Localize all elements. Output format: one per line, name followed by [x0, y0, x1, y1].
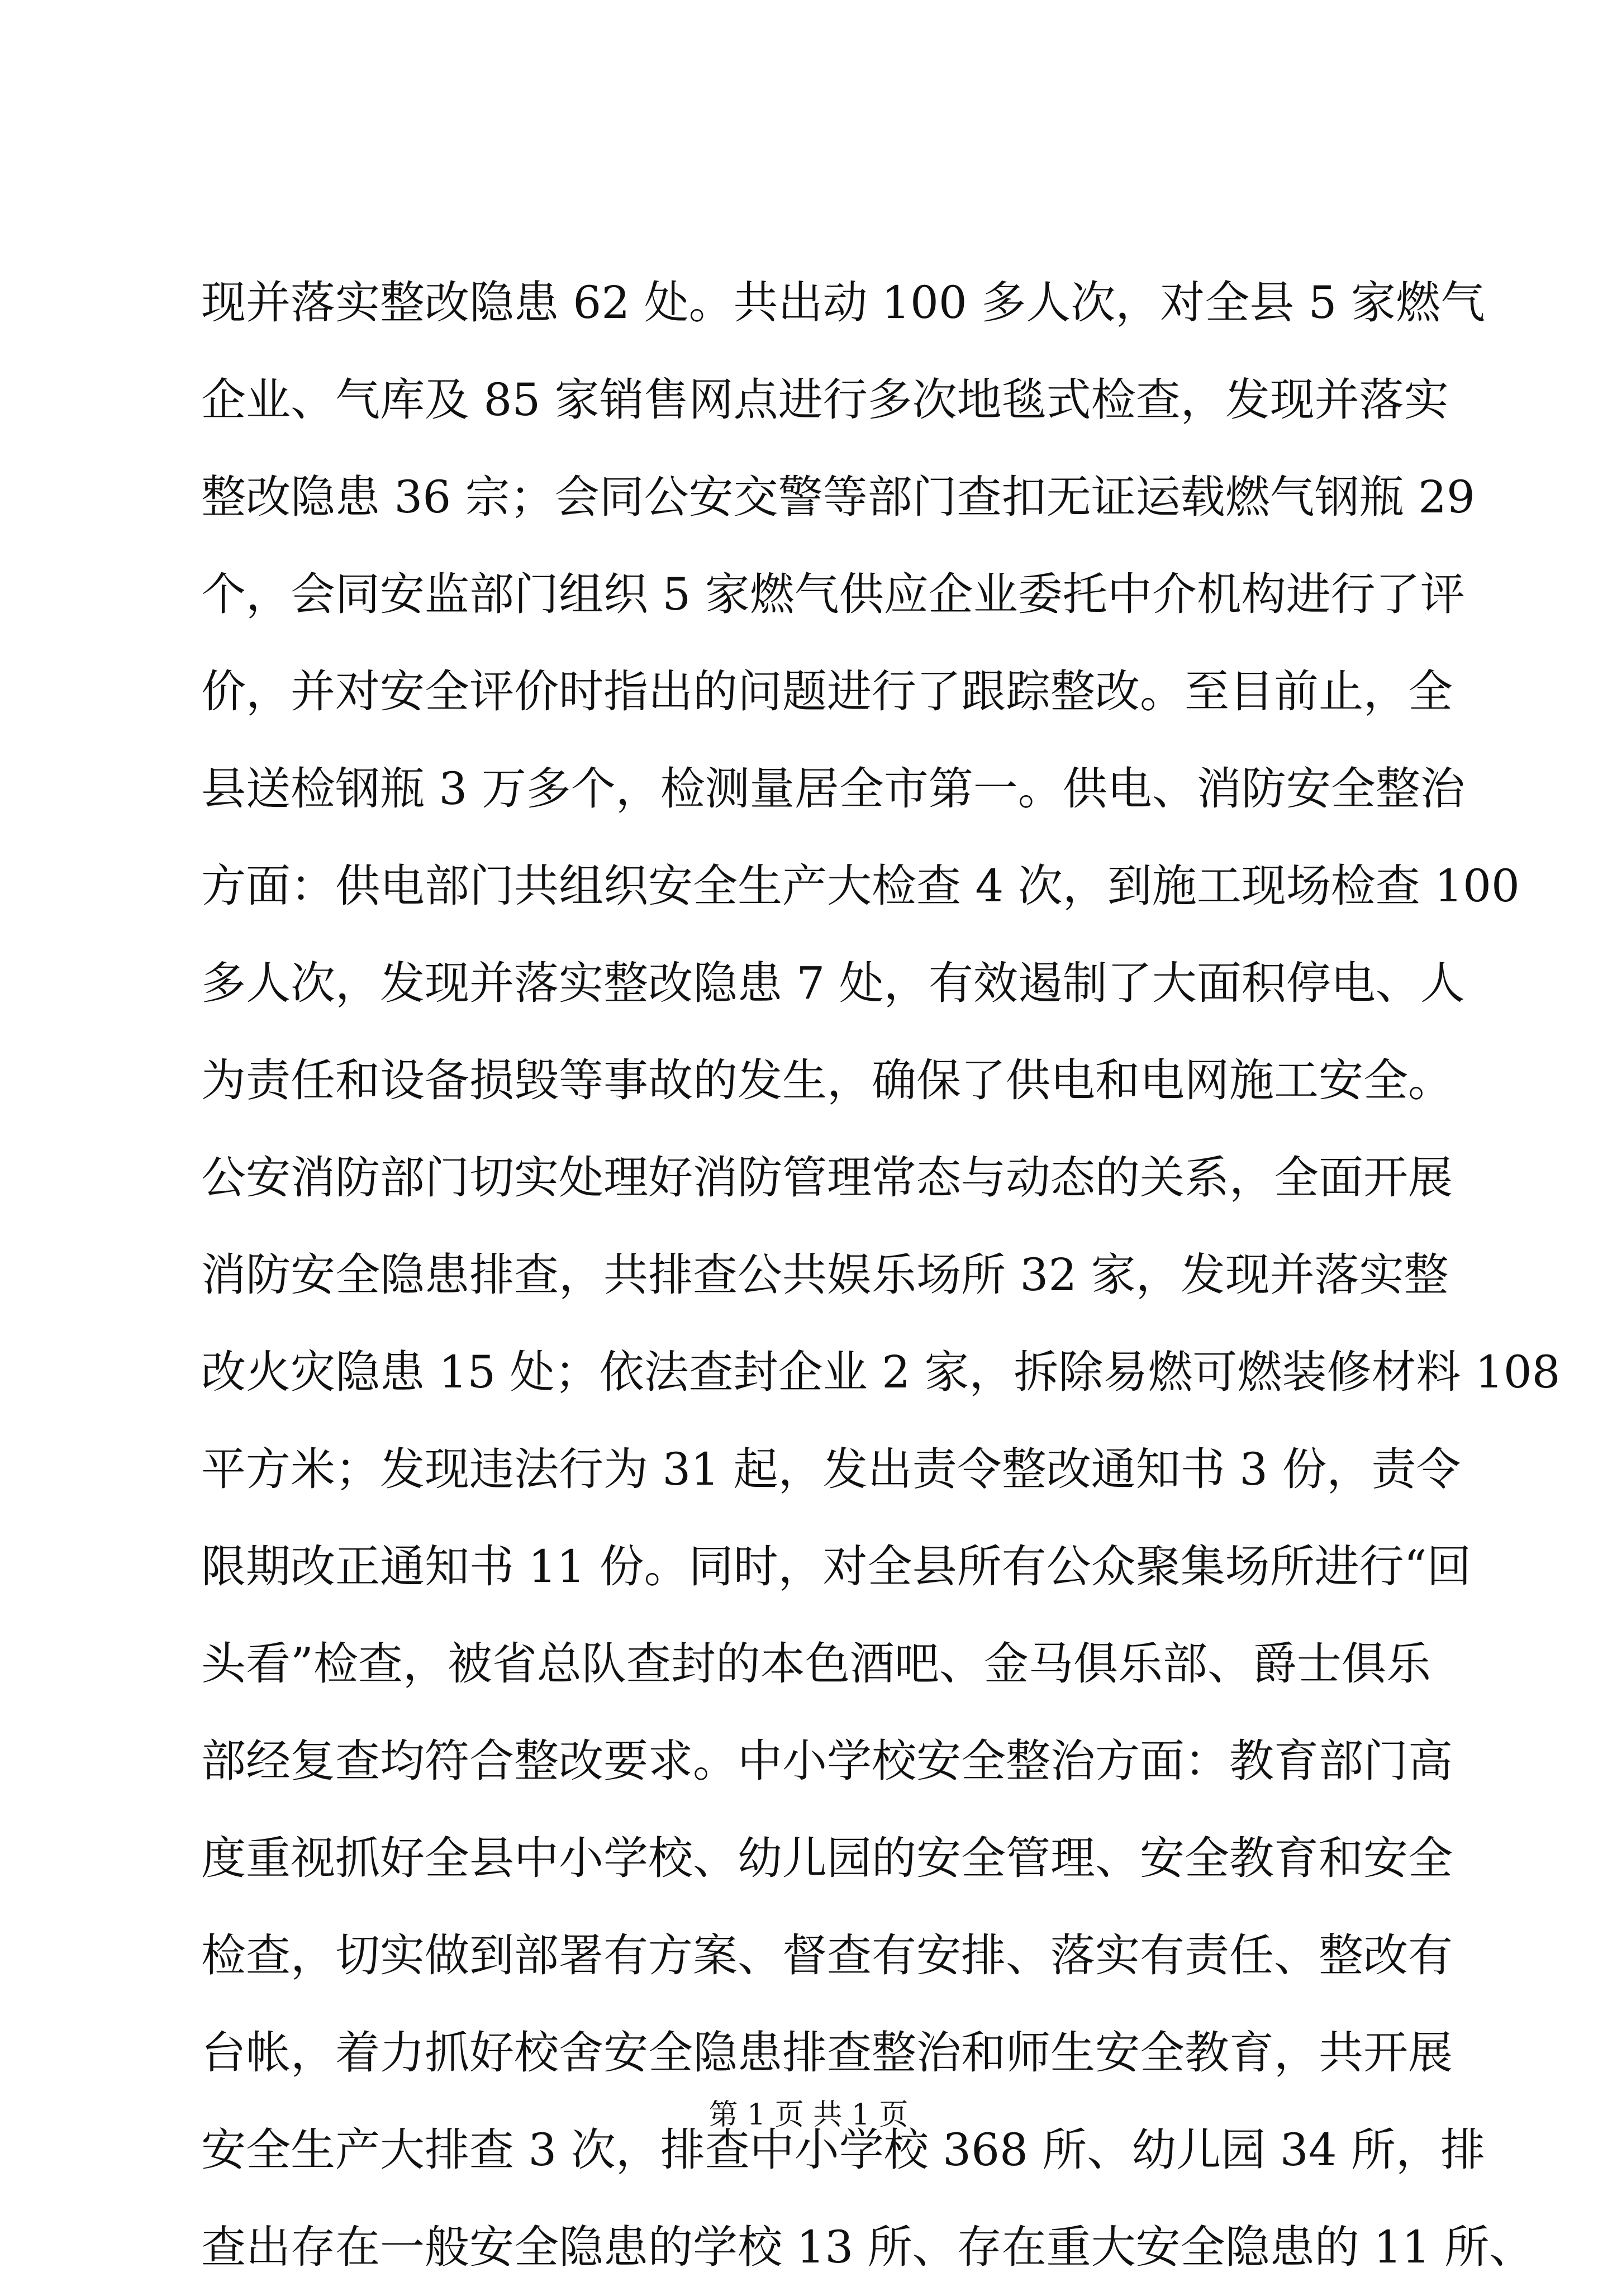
text-line: 限期改正通知书 11 份。同时，对全县所有公众聚集场所进行“回 [201, 1541, 1472, 1593]
text-line: 现并落实整改隐患 62 处。共出动 100 多人次，对全县 5 家燃气 [201, 277, 1485, 329]
text-line: 为责任和设备损毁等事故的发生，确保了供电和电网施工安全。 [201, 1054, 1453, 1106]
body-text [201, 254, 1561, 2296]
text-line: 平方米；发现违法行为 31 起，发出责令整改通知书 3 份，责令 [201, 1443, 1461, 1495]
text-line: 消防安全隐患排查，共排查公共娱乐场所 32 家，发现并落实整 [201, 1249, 1449, 1301]
text-line: 企业、气库及 85 家销售网点进行多次地毯式检查，发现并落实 [201, 374, 1449, 426]
text-line: 部经复查均符合整改要求。中小学校安全整治方面：教育部门高 [201, 1735, 1453, 1787]
text-line: 查出存在一般安全隐患的学校 13 所、存在重大安全隐患的 11 所、 [201, 2221, 1534, 2273]
text-line: 多人次，发现并落实整改隐患 7 处，有效遏制了大面积停电、人 [201, 957, 1465, 1009]
text-line: 检查，切实做到部署有方案、督查有安排、落实有责任、整改有 [201, 1929, 1453, 1981]
text-line: 个，会同安监部门组织 5 家燃气供应企业委托中介机构进行了评 [201, 568, 1465, 620]
text-line: 方面：供电部门共组织安全生产大检查 4 次，到施工现场检查 100 [201, 860, 1520, 912]
text-line: 度重视抓好全县中小学校、幼儿园的安全管理、安全教育和安全 [201, 1832, 1453, 1884]
text-line: 整改隐患 36 宗；会同公安交警等部门查扣无证运载燃气钢瓶 29 [201, 471, 1475, 523]
text-line: 价，并对安全评价时指出的问题进行了跟踪整改。至目前止，全 [201, 665, 1453, 717]
page-number-footer: 第 1 页 共 1 页 [708, 2098, 909, 2132]
text-line: 头看”检查，被省总队查封的本色酒吧、金马俱乐部、爵士俱乐 [201, 1638, 1431, 1690]
text-line: 改火灾隐患 15 处；依法查封企业 2 家，拆除易燃可燃装修材料 108 [201, 1346, 1561, 1398]
text-line: 公安消防部门切实处理好消防管理常态与动态的关系，全面开展 [201, 1152, 1453, 1204]
text-line: 县送检钢瓶 3 万多个，检测量居全市第一。供电、消防安全整治 [201, 763, 1465, 815]
text-line: 安全生产大排查 3 次，排查中小学校 368 所、幼儿园 34 所，排 [201, 2124, 1485, 2176]
text-line: 台帐，着力抓好校舍安全隐患排查整治和师生安全教育，共开展 [201, 2027, 1453, 2079]
